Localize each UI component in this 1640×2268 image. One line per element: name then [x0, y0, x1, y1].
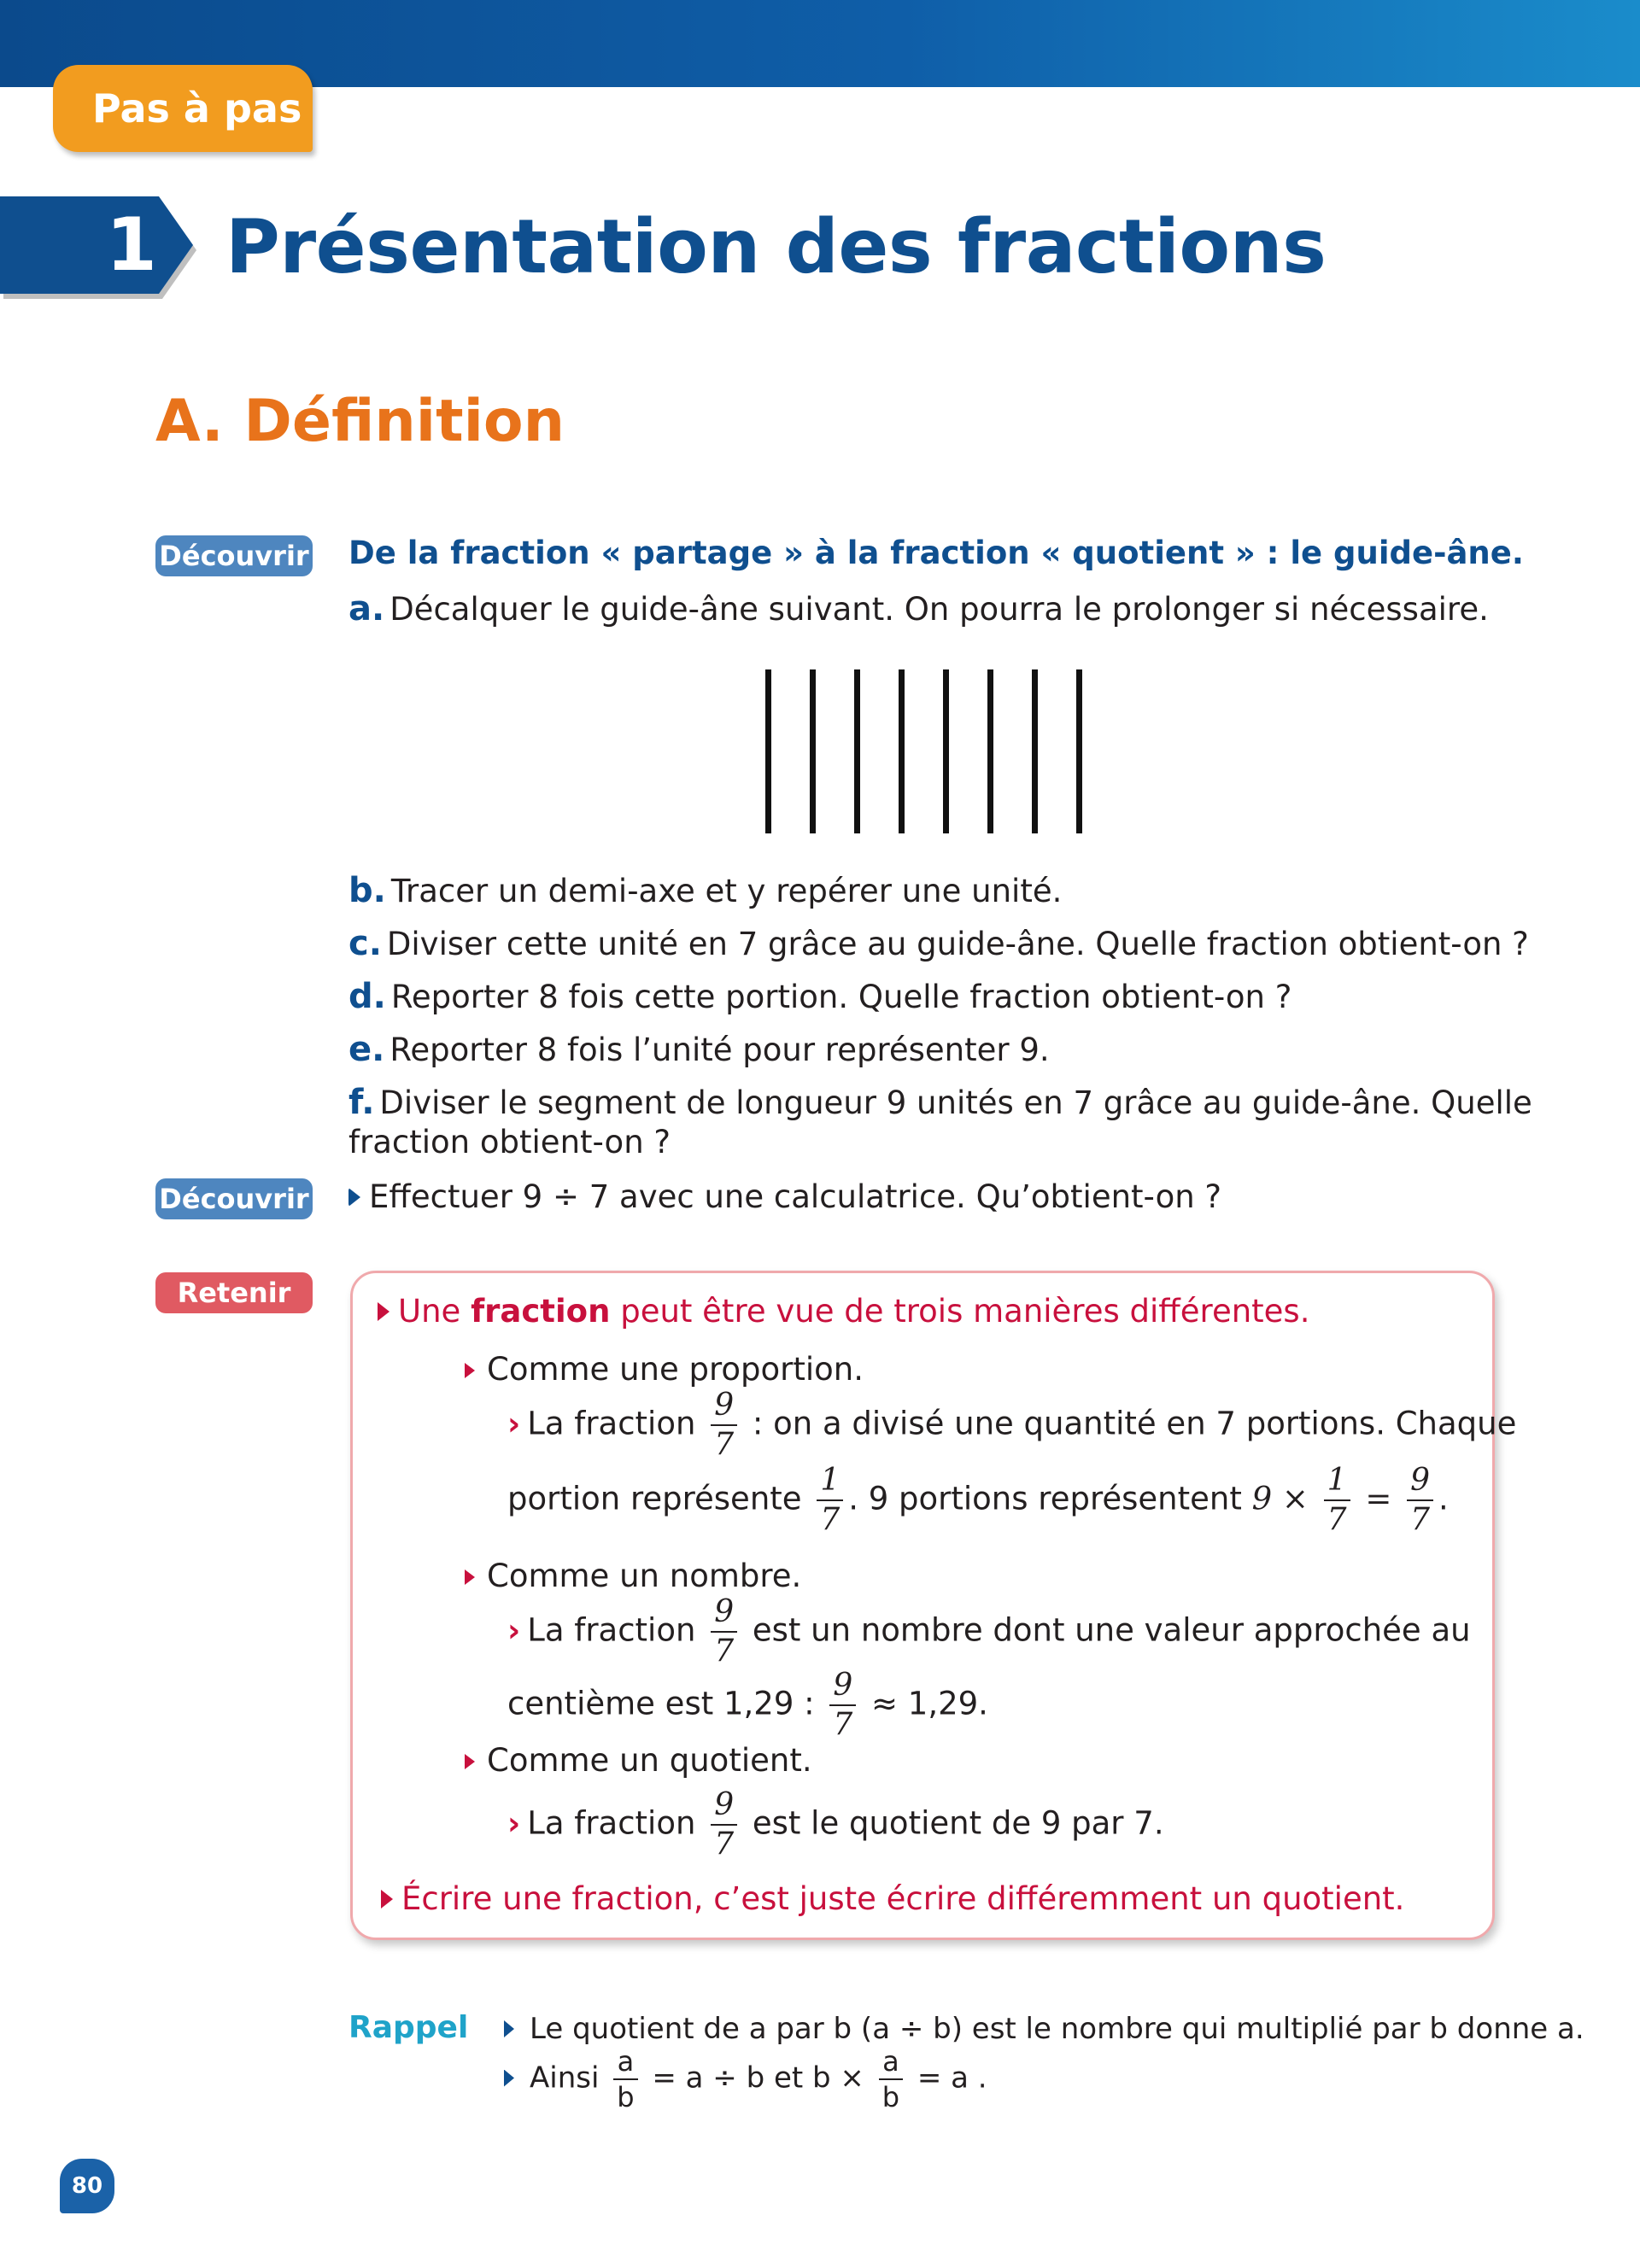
- fraction-9-7: [711, 1787, 737, 1862]
- denominator: b: [617, 2081, 635, 2113]
- equals-sign: =: [1365, 1480, 1392, 1517]
- numerator: 9: [1407, 1465, 1433, 1501]
- guide-ane-figure: [765, 669, 1090, 833]
- guide-line: [943, 669, 949, 833]
- decouvrir-tag: Découvrir: [155, 535, 313, 576]
- chapter-arrow: [0, 196, 193, 294]
- fraction-9-7: [829, 1670, 856, 1740]
- nombre-line1: [507, 1594, 1471, 1669]
- rappel-line2: [504, 2045, 987, 2113]
- question-a: [348, 589, 1489, 628]
- text: 9 ×: [1251, 1480, 1309, 1517]
- quotient-line: [507, 1787, 1164, 1862]
- question-text: Décalquer le guide-âne suivant. On pourra le prolonger si nécessaire.: [390, 591, 1489, 628]
- proportion-line2: portion représente $\frac{1}{7}$ . 9 portions représentent 9 × $\frac{1}{7}$ = $\frac{9}{7}$ .: [507, 1463, 1449, 1537]
- chapter-title: Présentation des fractions: [226, 203, 1327, 290]
- question-b: [348, 871, 1062, 910]
- decouvrir-calc-text: Effectuer 9 ÷ 7 avec une calculatrice. Qu’obtient-on ?: [369, 1178, 1222, 1215]
- fraction-a-b: [879, 2045, 903, 2113]
- guide-line: [765, 669, 771, 833]
- fraction-1-7: [1324, 1465, 1350, 1535]
- question-f-cont: fraction obtient-on ?: [348, 1124, 671, 1160]
- numerator: a: [613, 2048, 637, 2080]
- question-text: Reporter 8 fois l’unité pour représenter 9.: [390, 1032, 1050, 1068]
- text: . 9 portions représentent: [848, 1480, 1242, 1517]
- page-number: 80: [60, 2159, 114, 2213]
- retenir-intro-bold: fraction: [471, 1293, 611, 1330]
- bullet-icon: [378, 1302, 390, 1321]
- question-label: d.: [348, 977, 386, 1016]
- numerator: 1: [1324, 1465, 1350, 1501]
- question-label: b.: [348, 871, 386, 910]
- bullet-icon: [465, 1754, 475, 1769]
- guide-line: [899, 669, 905, 833]
- guide-line: [810, 669, 816, 833]
- rappel-line1-text: Le quotient de a par b (a ÷ b) est le nombre qui multiplié par b donne a.: [530, 2012, 1584, 2046]
- chapter-number: 1: [106, 202, 157, 288]
- decouvrir-intro: De la fraction « partage » à la fraction « quotient » : le guide-âne.: [348, 535, 1524, 571]
- text: = a ÷ b et b ×: [652, 2060, 864, 2096]
- question-label: e.: [348, 1030, 385, 1069]
- decouvrir-tag: Découvrir: [155, 1178, 313, 1219]
- fraction-a-b: [613, 2045, 637, 2113]
- bullet-icon: [465, 1363, 475, 1378]
- guide-line: [987, 669, 993, 833]
- text: est le quotient de 9 par 7.: [752, 1804, 1164, 1842]
- question-text: Tracer un demi-axe et y repérer une unité.: [390, 873, 1063, 909]
- question-e: [348, 1030, 1050, 1069]
- text: La fraction: [527, 1405, 696, 1442]
- retenir-tag: Retenir: [155, 1272, 313, 1313]
- question-c: [348, 924, 1529, 963]
- nombre-line2: [507, 1670, 988, 1740]
- fraction-9-7: [711, 1390, 737, 1460]
- fraction-9-7: [711, 1594, 737, 1669]
- rappel-label: Rappel: [348, 2010, 469, 2045]
- text: ≈ 1,29.: [871, 1685, 988, 1722]
- text: La fraction: [527, 1611, 696, 1649]
- bullet-icon: [504, 2070, 514, 2087]
- quotient-title-text: Comme un quotient.: [487, 1742, 812, 1779]
- retenir-intro-pre: Une: [398, 1293, 461, 1330]
- denominator: 7: [1410, 1502, 1431, 1537]
- proportion-line1: [507, 1390, 1516, 1460]
- denominator: 7: [833, 1707, 853, 1742]
- fraction-9-7: [1407, 1465, 1433, 1535]
- text: centième est 1,29 :: [507, 1685, 815, 1722]
- question-label: c.: [348, 924, 382, 963]
- chevron-right-icon: ›: [507, 1804, 521, 1842]
- text: = a .: [917, 2060, 987, 2096]
- numerator: 9: [711, 1597, 737, 1633]
- guide-line: [1032, 669, 1038, 833]
- nombre-title-text: Comme un nombre.: [487, 1558, 802, 1594]
- pas-a-pas-tab: Pas à pas: [53, 65, 313, 152]
- denominator: 7: [714, 1827, 735, 1862]
- proportion-title: [465, 1351, 864, 1388]
- denominator: 7: [820, 1502, 840, 1537]
- retenir-intro-post: peut être vue de trois manières différentes.: [620, 1293, 1310, 1330]
- nombre-title: [465, 1558, 801, 1594]
- denominator: 7: [714, 1634, 735, 1669]
- bullet-icon: [465, 1569, 475, 1585]
- fraction-1-7: [817, 1465, 843, 1535]
- denominator: b: [882, 2081, 900, 2113]
- retenir-intro: [378, 1293, 1309, 1330]
- decouvrir-calc: [348, 1178, 1221, 1215]
- text: Ainsi: [530, 2060, 600, 2096]
- guide-line: [1076, 669, 1082, 833]
- section-title: A. Définition: [155, 388, 565, 455]
- proportion-title-text: Comme une proportion.: [487, 1351, 864, 1388]
- question-label: a.: [348, 589, 385, 628]
- numerator: 9: [711, 1390, 737, 1426]
- question-text: Diviser cette unité en 7 grâce au guide-âne. Quelle fraction obtient-on ?: [386, 926, 1529, 962]
- quotient-title: [465, 1742, 812, 1779]
- question-d: [348, 977, 1292, 1016]
- text: : on a divisé une quantité en 7 portions. Chaque: [752, 1405, 1517, 1442]
- numerator: 1: [817, 1465, 843, 1501]
- chevron-right-icon: ›: [507, 1405, 521, 1442]
- retenir-conclusion-text: Écrire une fraction, c’est juste écrire différemment un quotient.: [401, 1880, 1405, 1917]
- question-label: f.: [348, 1083, 375, 1122]
- denominator: 7: [1327, 1502, 1347, 1537]
- question-f: [348, 1083, 1532, 1122]
- numerator: 9: [711, 1790, 737, 1826]
- bullet-icon: [348, 1188, 360, 1207]
- rappel-line1: [504, 2012, 1584, 2046]
- bullet-icon: [381, 1890, 393, 1909]
- bullet-icon: [504, 2020, 514, 2037]
- text: portion représente: [507, 1480, 802, 1517]
- text: est un nombre dont une valeur approchée au: [752, 1611, 1471, 1649]
- chevron-right-icon: ›: [507, 1611, 521, 1649]
- text: La fraction: [527, 1804, 696, 1842]
- question-text: Reporter 8 fois cette portion. Quelle fraction obtient-on ?: [390, 979, 1292, 1015]
- denominator: 7: [714, 1427, 735, 1462]
- guide-line: [854, 669, 860, 833]
- retenir-conclusion: [381, 1880, 1404, 1917]
- numerator: a: [879, 2048, 903, 2080]
- question-text: Diviser le segment de longueur 9 unités en 7 grâce au guide-âne. Quelle: [379, 1084, 1532, 1121]
- numerator: 9: [829, 1670, 856, 1706]
